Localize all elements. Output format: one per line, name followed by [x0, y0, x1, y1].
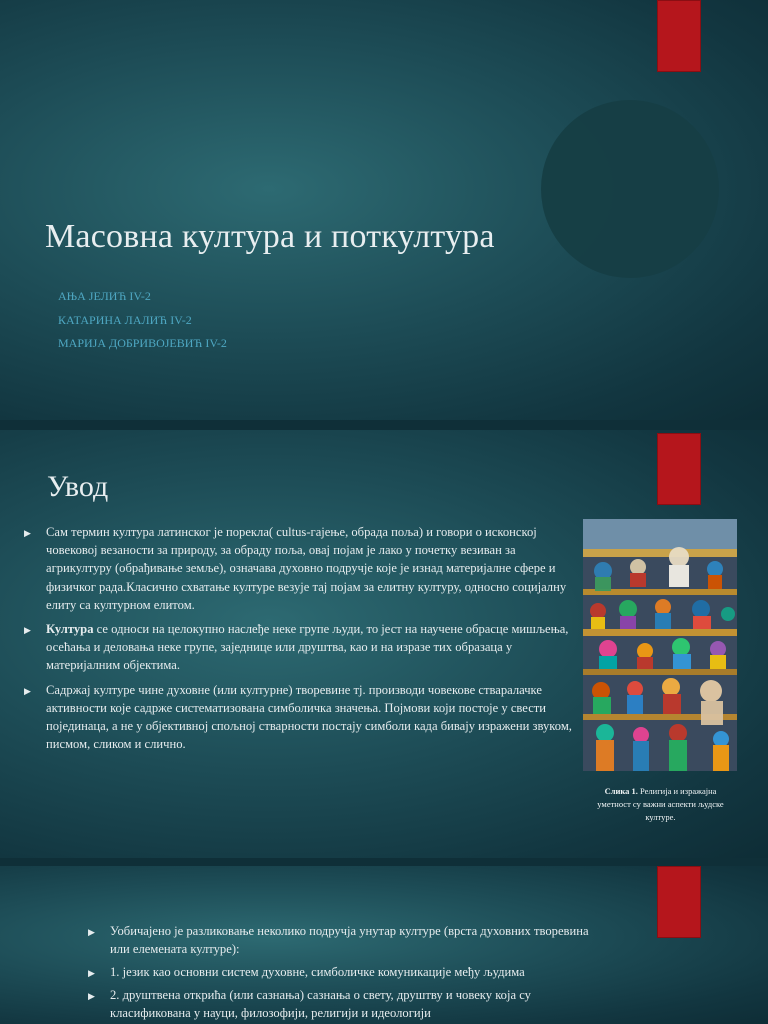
temple-photo — [583, 519, 737, 771]
bullet-arrow-icon: ▶ — [88, 991, 95, 1001]
slide-title — [0, 0, 768, 420]
red-accent-bar — [657, 866, 701, 938]
caption-text: Религија и изражајна уметност су важни аспекти људске културе. — [597, 786, 724, 822]
bullet-arrow-icon: ▶ — [24, 528, 31, 538]
caption-label: Слика 1. — [604, 786, 638, 796]
bullet-item — [88, 986, 608, 1022]
slide-heading: Увод — [47, 470, 109, 503]
slide-title-text: Масовна култура и поткултура — [45, 218, 495, 255]
bullet-arrow-icon: ▶ — [88, 927, 95, 937]
bullet-text: се односи на целокупно наслеђе неке групе људи, то јест на научене обрасце мишљења, осећања и деловања неке групе, заједнице или друштва, као и на изразе тих образаца у материјалним објектима. — [46, 622, 569, 673]
slide-intro — [0, 430, 768, 858]
author-list — [58, 288, 227, 359]
slide-culture-areas — [0, 866, 768, 1024]
bullet-text: Уобичајено је разликовање неколико подручја унутар културе (врста духовних творевина или елемената културе): — [110, 924, 589, 956]
photo-caption — [588, 785, 733, 824]
bullet-item — [24, 681, 580, 754]
bullet-text: Садржај културе чине духовне (или културне) творевине тј. производи човекове стваралачке активности које садрже систематизована симболичка значења. Појмови који постоје у свести појединаца, а не у објективној спољној стварности постају симболи када бивају изражени звуком, писмом, сликом и слично. — [46, 682, 572, 752]
bullet-item — [88, 963, 608, 981]
bullet-arrow-icon: ▶ — [24, 625, 31, 636]
bullet-text: 2. друштвена открића (или сазнања) сазнања о свету, друштву и човеку која су класификована у науци, филозофији, религији и идеологији — [110, 988, 531, 1020]
bullet-item — [24, 620, 580, 675]
bullet-bold-term: Култура — [46, 622, 94, 637]
decorative-circle — [541, 100, 719, 278]
bullet-text: 1. језик као основни систем духовне, симболичке комуникације међу људима — [110, 965, 525, 979]
author-1: АЊА ЈЕЛИЋ IV-2 — [58, 289, 151, 303]
red-accent-bar — [657, 0, 701, 72]
bullet-item — [88, 922, 608, 958]
author-2: КАТАРИНА ЛАЛИЋ IV-2 — [58, 312, 192, 327]
bullet-item — [24, 523, 580, 614]
author-3: МАРИЈА ДОБРИВОЈЕВИЋ IV-2 — [58, 336, 227, 350]
bullet-arrow-icon: ▶ — [88, 968, 95, 978]
bullet-list — [24, 523, 580, 759]
bullet-arrow-icon: ▶ — [24, 685, 31, 696]
red-accent-bar — [657, 433, 701, 505]
bullet-text: Сам термин култура латинског је порекла( cultus-гајење, обрада поља) и говори о исконској човековој везаности за природу, за обраду поља, овај појам је лако у почетку везиван за агрикултуру (обрађивање земље), означава духовно подручје које је изнад материјалне сфере и физичког рада.Класично схватање културе везује тај појам за елитну културу, односно социјалну елиту са културном елитом. — [46, 525, 567, 612]
bullet-list — [88, 922, 608, 1024]
